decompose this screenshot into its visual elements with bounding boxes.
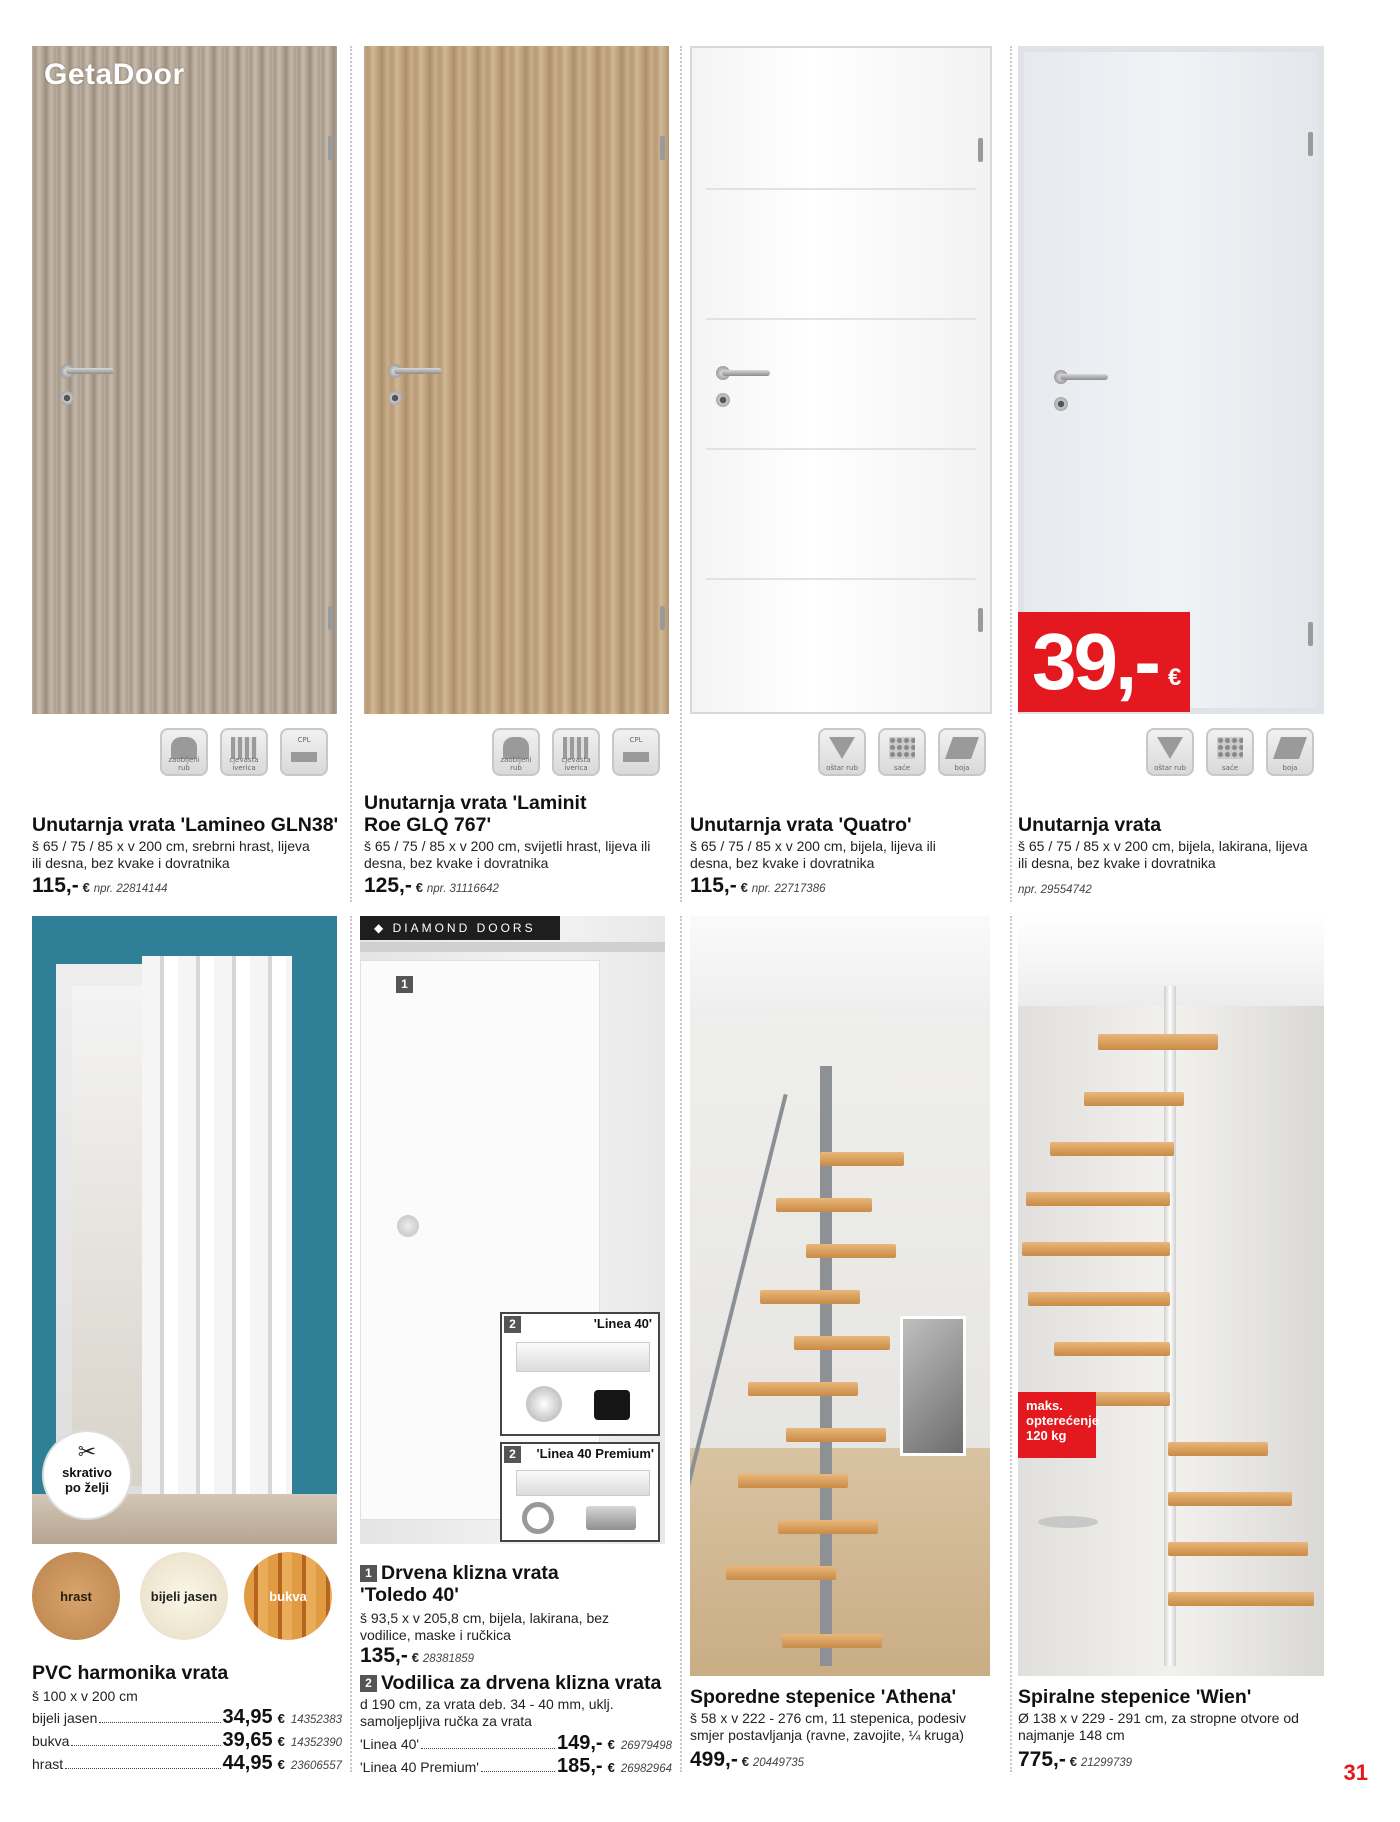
price-row: bijeli jasen 34,95 € 14352383 [32, 1706, 342, 1728]
door-quatro-desc: š 65 / 75 / 85 x v 200 cm, bijela, lijeva ili desna, bez kvake i dovratnika [690, 838, 936, 871]
inset-b-number: 2 [504, 1446, 521, 1463]
pvc-title: PVC harmonika vrata [32, 1662, 229, 1684]
wall-picture [900, 1316, 966, 1456]
hinge [978, 608, 983, 632]
max-load-badge: maks. opterećenje 120 kg [1018, 1392, 1096, 1458]
feature-paint-icon: boja [938, 728, 986, 776]
rail-profile [516, 1470, 650, 1496]
stair-step [726, 1566, 836, 1580]
separator [680, 916, 682, 1772]
hinge [328, 606, 333, 630]
stopper-part [586, 1506, 636, 1530]
door-groove [706, 578, 976, 580]
product-sliding-door [360, 916, 672, 1776]
door-laminit-title: Unutarnja vrata 'Laminit Roe GLQ 767' [364, 792, 587, 836]
center-column [1164, 986, 1176, 1666]
stair-step [748, 1382, 858, 1396]
hinge [1308, 132, 1313, 156]
roller-part [522, 1502, 554, 1534]
stair-step [1168, 1442, 1268, 1456]
inset-linea-40-premium [500, 1442, 660, 1542]
pvc-desc: š 100 x v 200 cm [32, 1688, 138, 1704]
guide-rail-desc: d 190 cm, za vrata deb. 34 - 40 mm, uklj. samoljepljiva ručka za vrata [360, 1696, 614, 1729]
page-number: 31 [1343, 1760, 1368, 1785]
door-lamineo-image [32, 46, 337, 714]
diamond-doors-logo: ◆ DIAMOND DOORS [360, 916, 560, 940]
athena-title: Sporedne stepenice 'Athena' [690, 1686, 957, 1708]
door-handle [394, 368, 442, 374]
door-laminit-price: 125,- € npr. 31116642 [364, 874, 499, 897]
stair-step [806, 1244, 896, 1258]
separator [680, 46, 682, 902]
pvc-price-list [32, 1706, 342, 1776]
cut-to-size-badge [42, 1430, 132, 1520]
keyhole-icon [388, 391, 402, 405]
inset-a-number: 2 [504, 1316, 521, 1333]
keyhole-icon [716, 393, 730, 407]
hinge [660, 606, 665, 630]
diamond-icon: ◆ [374, 921, 393, 935]
feature-honeycomb-icon: saće [1206, 728, 1254, 776]
stair-step [1168, 1492, 1292, 1506]
sliding-panel [360, 960, 600, 1520]
stair-step [760, 1290, 860, 1304]
stair-step [1098, 1034, 1218, 1050]
handrail [690, 1094, 788, 1638]
swatch-bijeli-jasen: bijeli jasen [140, 1552, 228, 1640]
door-lamineo-price: 115,- € npr. 22814144 [32, 874, 168, 897]
athena-stairs-image [690, 916, 990, 1676]
hinge [978, 138, 983, 162]
feature-tubular-chipboard-icon: cjevasta iverica [552, 728, 600, 776]
stair-step [1050, 1142, 1174, 1156]
stair-step [1028, 1292, 1170, 1306]
inset-a-name: 'Linea 40' [593, 1316, 652, 1331]
stair-step [1168, 1592, 1314, 1606]
product-door-lamineo [32, 46, 342, 906]
separator [1010, 916, 1012, 1772]
price-row: 'Linea 40' 149,- € 26979498 [360, 1732, 672, 1754]
side-table [1038, 1516, 1098, 1528]
door-quatro-title: Unutarnja vrata 'Quatro' [690, 814, 912, 836]
separator [1010, 46, 1012, 902]
scissors-icon: ✂ [77, 1440, 97, 1465]
feature-paint-icon: boja [1266, 728, 1314, 776]
product-wien-stairs [1018, 916, 1328, 1776]
stair-step [1026, 1192, 1170, 1206]
folding-panels [142, 956, 292, 1516]
athena-price: 499,- € 20449735 [690, 1748, 805, 1771]
product-athena-stairs [690, 916, 1000, 1776]
getadoor-logo: GetaDoor [44, 58, 185, 91]
feature-tubular-chipboard-icon: cjevasta iverica [220, 728, 268, 776]
keyhole-icon [60, 391, 74, 405]
wien-desc: Ø 138 x v 229 - 291 cm, za stropne otvore od najmanje 148 cm [1018, 1710, 1299, 1743]
hinge [660, 136, 665, 160]
stair-step [776, 1198, 872, 1212]
door-laminit-image [364, 46, 669, 714]
feature-cpl-icon: CPL [612, 728, 660, 776]
door-white-desc: š 65 / 75 / 85 x v 200 cm, bijela, lakirana, lijeva ili desna, bez kvake i dovratnika [1018, 838, 1308, 871]
price-badge: 39,- € [1018, 612, 1190, 712]
product-door-quatro [690, 46, 1000, 906]
badge-text: skrativo po želji [62, 1465, 112, 1495]
keyhole-icon [1054, 397, 1068, 411]
sliding-door-image [360, 916, 665, 1544]
door-handle [66, 368, 114, 374]
sliding-door-price: 135,- € 28381859 [360, 1644, 475, 1667]
swatch-hrast: hrast [32, 1552, 120, 1640]
pvc-door-image [32, 916, 337, 1544]
athena-desc: š 58 x v 222 - 276 cm, 11 stepenica, podesiv smjer postavljanja (ravne, zavojite, ¼ kruga) [690, 1710, 967, 1743]
feature-sharp-edge-icon: oštar rub [1146, 728, 1194, 776]
stair-step [820, 1152, 904, 1166]
roller-part [526, 1386, 562, 1422]
stair-step [782, 1634, 882, 1648]
product-door-white [1018, 46, 1328, 906]
wien-title: Spiralne stepenice 'Wien' [1018, 1686, 1252, 1708]
price-row: 'Linea 40 Premium' 185,- € 26982964 [360, 1755, 672, 1777]
stopper-part [594, 1390, 630, 1420]
price-row: bukva 39,65 € 14352390 [32, 1729, 342, 1751]
door-groove [706, 318, 976, 320]
hinge [1308, 622, 1313, 646]
door-handle [1060, 374, 1108, 380]
rail-track [360, 942, 665, 952]
door-groove [706, 188, 976, 190]
separator [350, 916, 352, 1772]
product-door-laminit [364, 46, 674, 906]
stair-step [794, 1336, 890, 1350]
feature-cpl-icon: CPL [280, 728, 328, 776]
stair-step [778, 1520, 878, 1534]
price-row: hrast 44,95 € 23606557 [32, 1752, 342, 1774]
stair-step [1054, 1342, 1170, 1356]
stair-step [786, 1428, 886, 1442]
feature-rounded-edge-icon: zaobljeni rub [160, 728, 208, 776]
door-knob [397, 1215, 419, 1237]
door-groove [706, 448, 976, 450]
door-lamineo-title: Unutarnja vrata 'Lamineo GLN38' [32, 814, 339, 836]
sliding-door-title: 1 Drvena klizna vrata 'Toledo 40' [360, 1562, 559, 1606]
stair-step [1084, 1092, 1184, 1106]
swatch-bukva: bukva [244, 1552, 332, 1640]
hinge [328, 136, 333, 160]
stair-step [1022, 1242, 1170, 1256]
stair-step [1168, 1542, 1308, 1556]
door-laminit-desc: š 65 / 75 / 85 x v 200 cm, svijetli hrast, lijeva ili desna, bez kvake i dovratnika [364, 838, 651, 871]
image-label-1: 1 [396, 976, 413, 993]
rail-profile [516, 1342, 650, 1372]
inset-b-name: 'Linea 40 Premium' [536, 1446, 654, 1461]
guide-rail-title: 2 Vodilica za drvena klizna vrata [360, 1672, 680, 1694]
door-quatro-image [690, 46, 992, 714]
ceiling-opening [690, 916, 990, 1016]
wien-price: 775,- € 21299739 [1018, 1748, 1133, 1771]
stair-step [738, 1474, 848, 1488]
door-white-art: npr. 29554742 [1018, 884, 1092, 896]
inset-linea-40 [500, 1312, 660, 1436]
sliding-door-desc: š 93,5 x v 205,8 cm, bijela, lakirana, bez vodilice, maske i ručkica [360, 1610, 610, 1643]
door-white-title: Unutarnja vrata [1018, 814, 1162, 836]
wien-stairs-image [1018, 916, 1324, 1676]
guide-rail-price-list [360, 1732, 672, 1776]
feature-sharp-edge-icon: oštar rub [818, 728, 866, 776]
door-lamineo-desc: š 65 / 75 / 85 x v 200 cm, srebrni hrast, lijeva ili desna, bez kvake i dovratnika [32, 838, 310, 871]
feature-honeycomb-icon: saće [878, 728, 926, 776]
door-quatro-price: 115,- € npr. 22717386 [690, 874, 826, 897]
separator [350, 46, 352, 902]
door-handle [722, 370, 770, 376]
feature-rounded-edge-icon: zaobljeni rub [492, 728, 540, 776]
product-pvc-folding-door [32, 916, 342, 1776]
